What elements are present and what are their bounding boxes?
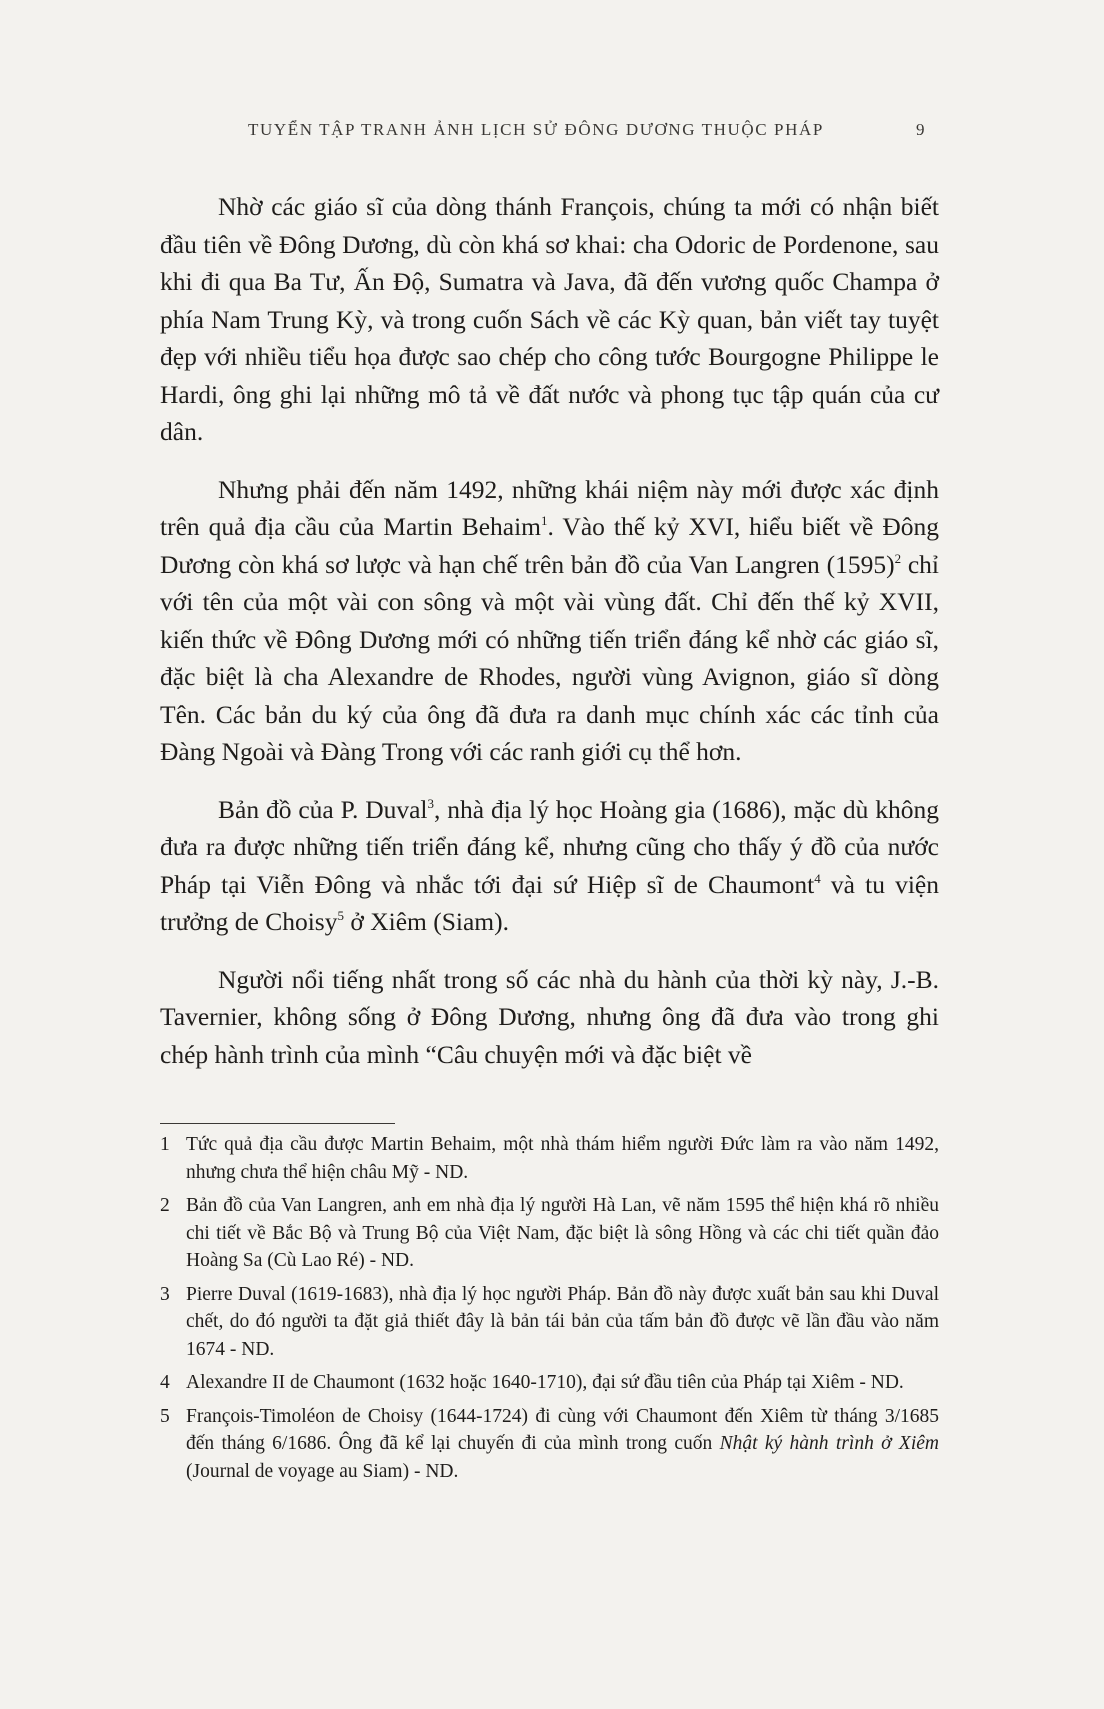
footnote-3: [160, 1281, 939, 1364]
paragraph-4-text: Người nổi tiếng nhất trong số các nhà du hành của thời kỳ này, J.-B. Tavernier, không sống ở Đông Dương, nhưng ông đã đưa vào trong ghi chép hành trình của mình “Câu chuyện mới và đặc biệt về: [160, 964, 939, 1069]
footnote-divider: [160, 1123, 395, 1124]
footnote-ref-4: 4: [814, 870, 821, 886]
footnote-text: François-Timoléon de Choisy (1644-1724) đi cùng với Chaumont đến Xiêm từ tháng 3/1685 đến tháng 6/1686. Ông đã kể lại chuyến đi của mình trong cuốn: [186, 1405, 939, 1454]
paragraph-1-text: Nhờ các giáo sĩ của dòng thánh François, chúng ta mới có nhận biết đầu tiên về Đông Dương, dù còn khá sơ khai: cha Odoric de Pordenone, sau khi đi qua Ba Tư, Ấn Độ, Sumatra và Java, đã đến vương quốc Champa ở phía Nam Trung Kỳ, và trong cuốn Sách về các Kỳ quan, bản viết tay tuyệt đẹp với nhiều tiểu họa được sao chép cho công tước Bourgogne Philippe le Hardi, ông ghi lại những mô tả về đất nước và phong tục tập quán của cư dân.: [160, 192, 939, 446]
footnote-number: 4: [160, 1372, 170, 1393]
footnote-1: [160, 1131, 939, 1186]
footnote-ref-5: 5: [337, 908, 344, 923]
footnote-ref-2: 2: [894, 550, 902, 566]
paragraph-2-part-2: . Vào thế kỷ XVI, hiểu biết về Đông Dương còn khá sơ lược và hạn chế trên bản đồ của Van Langren (1595): [160, 512, 940, 579]
paragraph-4: [160, 961, 939, 1074]
body-text: [160, 188, 939, 1073]
paragraph-1: [160, 188, 939, 451]
page-number: 9: [916, 120, 927, 139]
footnote-number: 3: [160, 1283, 170, 1305]
footnote-ref-1: 1: [541, 513, 548, 528]
footnote-text: Tức quả địa cầu được Martin Behaim, một nhà thám hiểm người Đức làm ra vào năm 1492, nhưng chưa thể hiện châu Mỹ - ND.: [186, 1134, 939, 1183]
footnote-text: Alexandre II de Chaumont (1632 hoặc 1640-1710), đại sứ đầu tiên của Pháp tại Xiêm - ND.: [186, 1372, 904, 1393]
footnote-text: Bản đồ của Van Langren, anh em nhà địa lý người Hà Lan, vẽ năm 1595 thể hiện khá rõ nhiều chi tiết về Bắc Bộ và Trung Bộ của Việt Nam, đặc biệt là sông Hồng và các chi tiết quần đảo Hoàng Sa (Cù Lao Ré) - ND.: [186, 1195, 939, 1271]
paragraph-3-part-1: Bản đồ của P. Duval: [218, 794, 428, 824]
paragraph-3-part-4: ở Xiêm (Siam).: [343, 907, 510, 936]
paragraph-2-part-3: chỉ với tên của một vài con sông và một vài vùng đất. Chỉ đến thế kỷ XVII, kiến thức về Đông Dương mới có những tiến triển đáng kể nhờ các giáo sĩ, đặc biệt là cha Alexandre de Rhodes, người vùng Avignon, giáo sĩ dòng Tên. Các bản du ký của ông đã đưa ra danh mục chính xác các tỉnh của Đàng Ngoài và Đàng Trong với các ranh giới cụ thể hơn.: [160, 549, 940, 766]
footnote-text-tail: (Journal de voyage au Siam) - ND.: [186, 1460, 459, 1482]
footnote-5: [160, 1403, 939, 1486]
book-title-italic: Nhật ký hành trình ở Xiêm: [719, 1433, 939, 1454]
paragraph-3-part-3: và tu viện trưởng de Choisy: [160, 869, 940, 936]
footnote-4: [160, 1369, 939, 1397]
running-title: TUYỂN TẬP TRANH ẢNH LỊCH SỬ ĐÔNG DƯƠNG THUỘC PHÁP: [248, 120, 824, 139]
paragraph-2: [160, 471, 939, 771]
footnotes: [160, 1131, 939, 1491]
footnote-text: Pierre Duval (1619-1683), nhà địa lý học người Pháp. Bản đồ này được xuất bản sau khi Duval chết, do đó người ta đặt giả thiết đây là bản tái bản của tấm bản đồ được vẽ lần đầu vào năm 1674 - ND.: [186, 1283, 939, 1360]
footnote-number: 2: [160, 1195, 170, 1216]
paragraph-3-part-2: , nhà địa lý học Hoàng gia (1686), mặc dù không đưa ra được những tiến triển đáng kể, nhưng cũng cho thấy ý đồ của nước Pháp tại Viễn Đông và nhắc tới đại sứ Hiệp sĩ de Chaumont: [160, 794, 940, 899]
footnote-2: [160, 1192, 939, 1275]
footnote-number: 1: [160, 1134, 170, 1155]
paragraph-3: [160, 791, 939, 941]
footnote-number: 5: [160, 1405, 170, 1427]
footnote-ref-3: 3: [427, 795, 435, 811]
paragraph-2-part-1: Nhưng phải đến năm 1492, những khái niệm này mới được xác định trên quả địa cầu của Martin Behaim: [160, 474, 939, 541]
